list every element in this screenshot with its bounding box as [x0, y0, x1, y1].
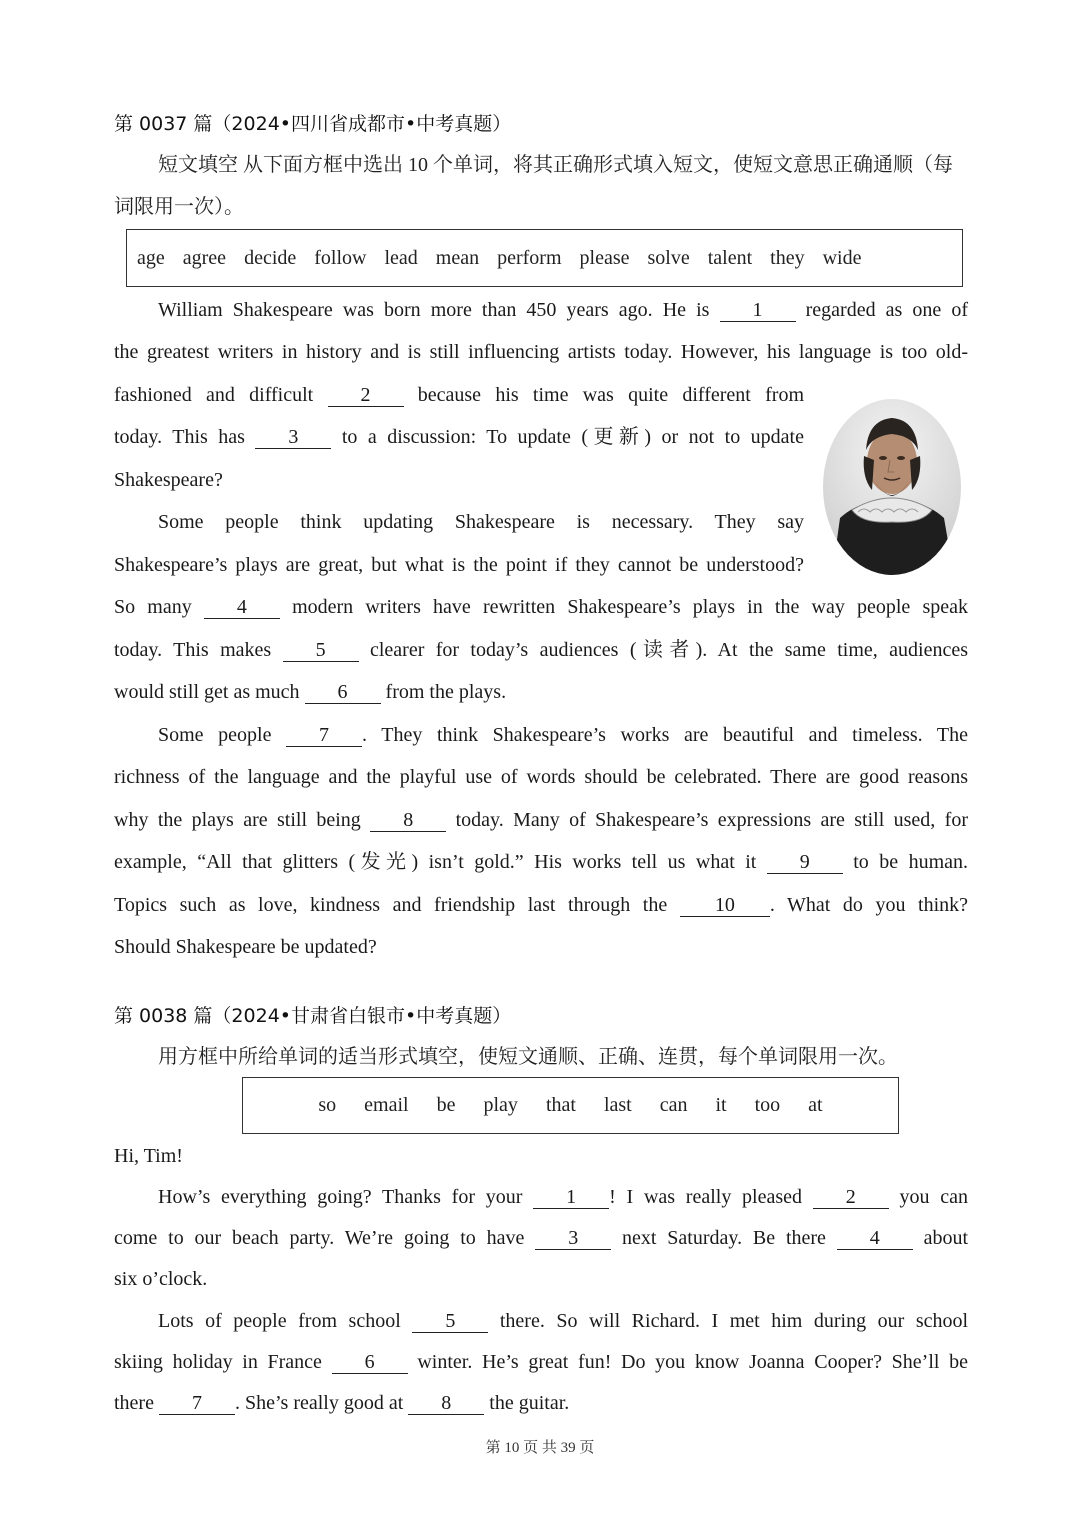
passage-line — [114, 636, 968, 664]
blank-3[interactable]: 3 — [535, 1227, 611, 1250]
word-box-item: please — [579, 246, 630, 269]
text-fragment: you can — [899, 1186, 969, 1208]
text-fragment: modern writers have rewritten Shakespeare’s plays in the way people speak — [292, 596, 968, 618]
blank-1[interactable]: 1 — [720, 299, 796, 322]
text-fragment: skiing holiday in France — [114, 1351, 322, 1373]
word-box-item: too — [754, 1094, 781, 1116]
text-fragment: Some people — [158, 724, 272, 746]
text-fragment: clearer for today’s audiences (读者). At the same time, audiences — [369, 639, 969, 661]
passage-line — [114, 381, 804, 409]
text-fragment: . What do you think? — [769, 894, 968, 916]
text-fragment: William Shakespeare was born more than 450 years ago. He is — [158, 299, 710, 321]
blank-6[interactable]: 6 — [305, 681, 381, 704]
word-box-item: so — [318, 1094, 337, 1116]
blank-4[interactable]: 4 — [837, 1227, 913, 1250]
passage-line: Hi, Tim! — [114, 1145, 183, 1167]
word-box-item: wide — [822, 246, 862, 269]
text-fragment: next Saturday. Be there — [622, 1227, 826, 1249]
blank-2[interactable]: 2 — [328, 384, 404, 407]
word-box-item: lead — [384, 246, 418, 269]
text-fragment: example, “All that glitters (发光) isn’t gold.” His works tell us what it — [114, 851, 757, 873]
word-box-item: it — [715, 1094, 727, 1116]
blank-1[interactable]: 1 — [533, 1186, 609, 1209]
text-fragment: today. This has — [114, 426, 245, 448]
passage-line: the greatest writers in history and is still influencing artists today. However, his language is too old- — [114, 341, 968, 363]
text-fragment: today. Many of Shakespeare’s expressions are still used, for — [455, 809, 968, 831]
text-fragment: Topics such as love, kindness and friendship last through the — [114, 894, 668, 916]
text-fragment: . She’s really good at — [234, 1392, 404, 1414]
word-box-item: at — [808, 1094, 823, 1116]
word-box-item: agree — [182, 246, 227, 269]
blank-7[interactable]: 7 — [159, 1392, 235, 1415]
passage-line — [114, 1183, 968, 1211]
passage-37-instruction: 短文填空 从下面方框中选出 10 个单词，将其正确形式填入短文，使短文意思正确通顺（每词限用一次）。 — [114, 154, 953, 218]
text-fragment: today. This makes — [114, 639, 272, 661]
word-box-item: email — [364, 1094, 409, 1116]
page-footer: 第 10 页 共 39 页 — [485, 1440, 595, 1456]
blank-8[interactable]: 8 — [408, 1392, 484, 1415]
blank-6[interactable]: 6 — [332, 1351, 408, 1374]
text-fragment: Lots of people from school — [158, 1310, 401, 1332]
passage-line — [114, 721, 968, 749]
text-fragment: because his time was quite different from — [417, 384, 804, 406]
text-fragment: come to our beach party. We’re going to have — [114, 1227, 525, 1249]
text-fragment: there — [114, 1392, 154, 1414]
blank-5[interactable]: 5 — [412, 1310, 488, 1333]
text-fragment: would still get as much — [114, 681, 300, 703]
word-box-item: can — [659, 1094, 688, 1116]
passage-38-heading: 第 0038 篇（2024•甘肃省白银市•中考真题） — [114, 1005, 512, 1027]
text-fragment: How’s everything going? Thanks for your — [158, 1186, 523, 1208]
blank-8[interactable]: 8 — [370, 809, 446, 832]
passage-line — [114, 1348, 968, 1376]
passage-38-instruction: 用方框中所给单词的适当形式填空，使短文通顺、正确、连贯，每个单词限用一次。 — [158, 1046, 898, 1068]
text-fragment: . They think Shakespeare’s works are beautiful and timeless. The — [362, 724, 968, 746]
text-fragment: So many — [114, 596, 192, 618]
blank-3[interactable]: 3 — [255, 426, 331, 449]
passage-38-word-box — [242, 1077, 899, 1134]
shakespeare-portrait — [822, 398, 962, 576]
text-fragment: there. So will Richard. I met him during our school — [499, 1310, 969, 1332]
text-fragment: to a discussion: To update (更新) or not to update — [341, 426, 804, 448]
passage-37-heading: 第 0037 篇（2024•四川省成都市•中考真题） — [114, 113, 512, 135]
word-box-item: be — [436, 1094, 456, 1116]
text-fragment: to be human. — [853, 851, 969, 873]
passage-line: richness of the language and the playful use of words should be celebrated. There are good reasons — [114, 766, 968, 788]
passage-line — [114, 891, 968, 919]
word-box-item: that — [545, 1094, 576, 1116]
word-box-item: decide — [244, 246, 297, 269]
text-fragment: regarded as one of — [805, 299, 968, 321]
blank-5[interactable]: 5 — [283, 639, 359, 662]
word-box-item: last — [603, 1094, 632, 1116]
blank-9[interactable]: 9 — [767, 851, 843, 874]
passage-line — [114, 678, 968, 706]
passage-line: Shakespeare’s plays are great, but what is the point if they cannot be understood? — [114, 554, 804, 576]
word-box-item: talent — [707, 246, 753, 269]
text-fragment: why the plays are still being — [114, 809, 361, 831]
word-box-item: solve — [647, 246, 690, 269]
blank-4[interactable]: 4 — [204, 596, 280, 619]
blank-2[interactable]: 2 — [813, 1186, 889, 1209]
passage-line — [114, 593, 968, 621]
passage-line — [114, 1389, 968, 1417]
passage-line — [114, 848, 968, 876]
passage-line — [114, 1224, 968, 1252]
passage-line: Shakespeare? — [114, 469, 223, 491]
text-fragment: winter. He’s great fun! Do you know Joanna Cooper? She’ll be — [417, 1351, 969, 1373]
word-box-item: perform — [497, 246, 562, 269]
text-fragment: the guitar. — [489, 1392, 570, 1414]
text-fragment: about — [923, 1227, 969, 1249]
text-fragment: fashioned and difficult — [114, 384, 314, 406]
passage-line — [114, 423, 804, 451]
blank-7[interactable]: 7 — [286, 724, 362, 747]
word-box-item: play — [483, 1094, 518, 1116]
passage-line: Should Shakespeare be updated? — [114, 936, 377, 958]
word-box-item: they — [770, 246, 805, 269]
passage-line: Some people think updating Shakespeare is necessary. They say — [158, 511, 804, 533]
word-box-item: follow — [314, 246, 367, 269]
passage-37-word-box — [126, 229, 963, 287]
passage-line — [114, 296, 968, 324]
word-box-item: age — [137, 246, 165, 269]
text-fragment: ! I was really pleased — [609, 1186, 803, 1208]
passage-line: six o’clock. — [114, 1268, 208, 1290]
text-fragment: from the plays. — [385, 681, 507, 703]
passage-line — [114, 806, 968, 834]
word-box-item: mean — [435, 246, 480, 269]
passage-line — [114, 1307, 968, 1335]
blank-10[interactable]: 10 — [680, 894, 770, 917]
